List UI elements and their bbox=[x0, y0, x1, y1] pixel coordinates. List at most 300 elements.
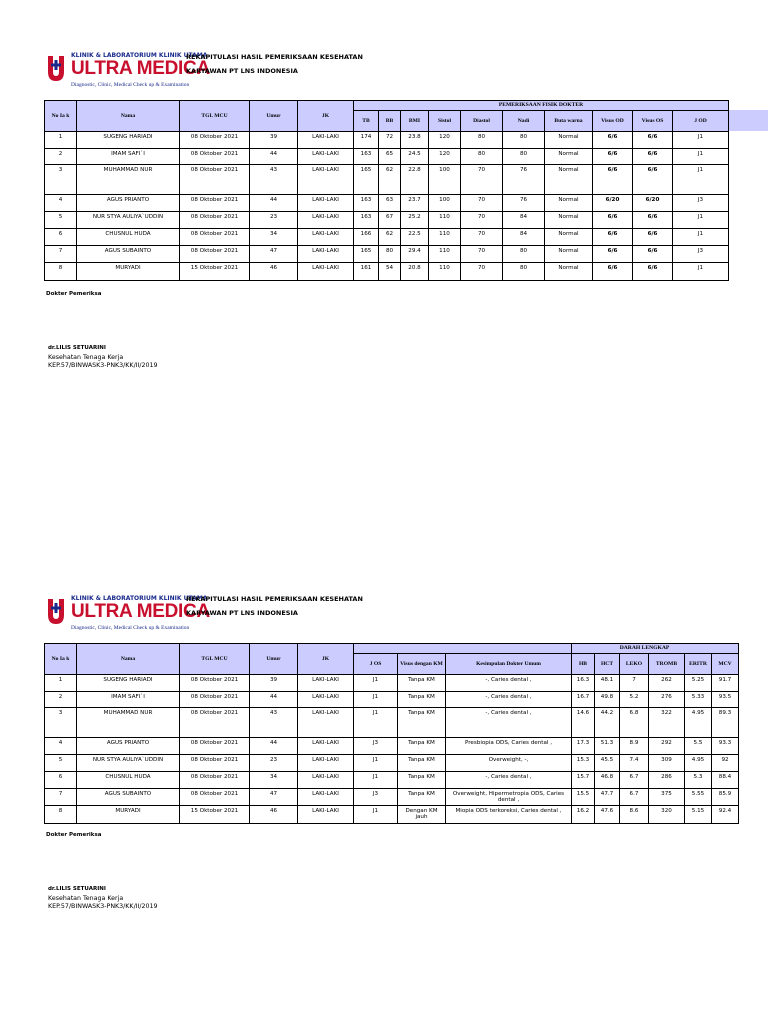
blood-cell: 44.2 bbox=[595, 708, 620, 738]
physical-cell: 76 bbox=[503, 165, 545, 195]
group-pemeriksaan-fisik: PEMERIKSAAN FISIK DOKTER bbox=[354, 101, 729, 111]
blood-cell: LAKI-LAKI bbox=[298, 806, 354, 824]
physical-cell: Normal bbox=[545, 229, 593, 246]
physical-cell: 110 bbox=[429, 229, 461, 246]
blood-cell: 93.3 bbox=[712, 738, 739, 755]
signature-block bbox=[48, 291, 158, 369]
physical-cell: 163 bbox=[354, 195, 379, 212]
physical-cell: J1 bbox=[673, 229, 729, 246]
blood-cell: J3 bbox=[354, 738, 398, 755]
physical-cell: J1 bbox=[673, 263, 729, 281]
physical-cell: 80 bbox=[503, 263, 545, 281]
physical-row bbox=[45, 132, 729, 149]
clinic-logo-mark-icon bbox=[44, 54, 68, 84]
doctor-title: Kesehatan Tenaga Kerja bbox=[48, 895, 124, 902]
blood-cell: 91.7 bbox=[712, 675, 739, 692]
physical-cell: 70 bbox=[461, 263, 503, 281]
blood-cell: 08 Oktober 2021 bbox=[180, 755, 250, 772]
blood-cell: LAKI-LAKI bbox=[298, 755, 354, 772]
physical-cell: 1 bbox=[45, 132, 77, 149]
blood-cell: 93.5 bbox=[712, 692, 739, 708]
physical-cell: 70 bbox=[461, 229, 503, 246]
physical-cell: 2 bbox=[45, 149, 77, 165]
physical-cell: J1 bbox=[673, 149, 729, 165]
physical-row bbox=[45, 212, 729, 229]
blood-cell: Tanpa KM bbox=[398, 789, 446, 806]
physical-cell: J1 bbox=[673, 212, 729, 229]
physical-cell: IMAM SAFI`I bbox=[77, 149, 180, 165]
col-buta-warna: Buta warna bbox=[545, 111, 593, 132]
physical-cell: 6/6 bbox=[633, 149, 673, 165]
blood-cell: 5.15 bbox=[685, 806, 712, 824]
blood-cell: 322 bbox=[649, 708, 685, 738]
physical-row bbox=[45, 195, 729, 212]
blood-cell: 3 bbox=[45, 708, 77, 738]
physical-cell: 08 Oktober 2021 bbox=[180, 246, 250, 263]
blood-cell: J1 bbox=[354, 692, 398, 708]
physical-row bbox=[45, 149, 729, 165]
physical-cell: 8 bbox=[45, 263, 77, 281]
physical-cell: 80 bbox=[503, 246, 545, 263]
blood-cell: 6.8 bbox=[620, 708, 649, 738]
logo-line2: Diagnostic, Clinic, Medical Check up & Examination bbox=[71, 625, 190, 631]
physical-cell: Normal bbox=[545, 212, 593, 229]
signature-label: Dokter Pemeriksa bbox=[46, 832, 102, 838]
blood-cell: Dengan KM jauh bbox=[398, 806, 446, 824]
physical-cell: 100 bbox=[429, 195, 461, 212]
group-darah-lengkap: DARAH LENGKAP bbox=[572, 644, 739, 654]
logo-line1: KLINIK & LABORATORIUM KLINIK UTAMA bbox=[71, 595, 208, 602]
physical-cell: 6/6 bbox=[633, 263, 673, 281]
blood-cell: 1 bbox=[45, 675, 77, 692]
physical-cell: 24.5 bbox=[401, 149, 429, 165]
blood-cell: 08 Oktober 2021 bbox=[180, 675, 250, 692]
physical-cell: AGUS PRIANTO bbox=[77, 195, 180, 212]
physical-cell: J3 bbox=[673, 195, 729, 212]
blood-cell: 92 bbox=[712, 755, 739, 772]
physical-cell: 6 bbox=[45, 229, 77, 246]
physical-cell: 4 bbox=[45, 195, 77, 212]
report-subtitle: KARYAWAN PT LNS INDONESIA bbox=[186, 67, 298, 75]
physical-cell: 15 Oktober 2021 bbox=[180, 263, 250, 281]
blood-cell: 15.5 bbox=[572, 789, 595, 806]
blood-test-table bbox=[44, 643, 739, 824]
blood-cell: -, Caries dental , bbox=[446, 675, 572, 692]
report-title-2: REKAPITULASI HASIL PEMERIKSAAN KESEHATAN bbox=[186, 595, 363, 603]
blood-row bbox=[45, 708, 739, 738]
blood-cell: MURYADI bbox=[77, 806, 180, 824]
physical-cell: 08 Oktober 2021 bbox=[180, 229, 250, 246]
physical-cell: Normal bbox=[545, 263, 593, 281]
blood-cell: LAKI-LAKI bbox=[298, 675, 354, 692]
physical-cell: 6/20 bbox=[593, 195, 633, 212]
physical-cell: J1 bbox=[673, 165, 729, 195]
blood-cell: 15.3 bbox=[572, 755, 595, 772]
blood-cell: MUHAMMAD NUR bbox=[77, 708, 180, 738]
physical-cell: LAKI-LAKI bbox=[298, 165, 354, 195]
blood-cell: 08 Oktober 2021 bbox=[180, 708, 250, 738]
blood-cell: 6.7 bbox=[620, 772, 649, 789]
blood-cell: 7 bbox=[620, 675, 649, 692]
blood-cell: 47 bbox=[250, 789, 298, 806]
physical-cell: LAKI-LAKI bbox=[298, 246, 354, 263]
physical-cell: 6/6 bbox=[593, 212, 633, 229]
clinic-logo-mark-icon bbox=[44, 597, 68, 627]
blood-cell: IMAM SAFI`I bbox=[77, 692, 180, 708]
physical-cell: 110 bbox=[429, 212, 461, 229]
col-tromb: TROMB bbox=[649, 654, 685, 675]
blood-cell: 88.4 bbox=[712, 772, 739, 789]
col-eritr: ERITR bbox=[685, 654, 712, 675]
blood-cell: J1 bbox=[354, 806, 398, 824]
blood-cell: 34 bbox=[250, 772, 298, 789]
physical-cell: 80 bbox=[461, 149, 503, 165]
blood-cell: LAKI-LAKI bbox=[298, 708, 354, 738]
blood-cell: 39 bbox=[250, 675, 298, 692]
blood-cell: 16.7 bbox=[572, 692, 595, 708]
col-visus-od: Visus OD bbox=[593, 111, 633, 132]
physical-cell: 110 bbox=[429, 246, 461, 263]
col-nama: Nama bbox=[77, 644, 180, 675]
doctor-license: KEP.57/BINWASK3-PNK3/KK/II/2019 bbox=[48, 362, 158, 369]
blood-row bbox=[45, 675, 739, 692]
blood-cell: J1 bbox=[354, 772, 398, 789]
physical-cell: LAKI-LAKI bbox=[298, 149, 354, 165]
physical-cell: SUGENG HARIADI bbox=[77, 132, 180, 149]
logo-brand: ULTRA MEDICA bbox=[71, 58, 210, 79]
physical-cell: Normal bbox=[545, 246, 593, 263]
col-no: No Ia k bbox=[45, 101, 77, 132]
physical-cell: 22.8 bbox=[401, 165, 429, 195]
physical-cell: 54 bbox=[379, 263, 401, 281]
physical-row bbox=[45, 246, 729, 263]
physical-cell: MUHAMMAD NUR bbox=[77, 165, 180, 195]
physical-cell: 72 bbox=[379, 132, 401, 149]
physical-cell: 6/6 bbox=[593, 165, 633, 195]
physical-cell: LAKI-LAKI bbox=[298, 229, 354, 246]
physical-cell: 62 bbox=[379, 165, 401, 195]
physical-cell: J3 bbox=[673, 246, 729, 263]
blood-cell: 4.95 bbox=[685, 755, 712, 772]
blood-cell: -, Caries dental , bbox=[446, 708, 572, 738]
physical-cell: 7 bbox=[45, 246, 77, 263]
blood-cell: 45.5 bbox=[595, 755, 620, 772]
physical-cell: 44 bbox=[250, 149, 298, 165]
logo-line1: KLINIK & LABORATORIUM KLINIK UTAMA bbox=[71, 52, 208, 59]
blood-cell: Miopia ODS terkoreksi, Caries dental , bbox=[446, 806, 572, 824]
blood-cell: LAKI-LAKI bbox=[298, 692, 354, 708]
physical-cell: LAKI-LAKI bbox=[298, 132, 354, 149]
doctor-name: dr.LILIS SETUARINI bbox=[48, 886, 106, 892]
blood-cell: J1 bbox=[354, 675, 398, 692]
physical-row bbox=[45, 229, 729, 246]
blood-cell: 8 bbox=[45, 806, 77, 824]
physical-cell: 25.2 bbox=[401, 212, 429, 229]
blood-cell: 15 Oktober 2021 bbox=[180, 806, 250, 824]
blood-cell: Tanpa KM bbox=[398, 755, 446, 772]
blood-cell: 48.1 bbox=[595, 675, 620, 692]
blood-cell: Tanpa KM bbox=[398, 772, 446, 789]
physical-cell: 100 bbox=[429, 165, 461, 195]
physical-cell: AGUS SUBAINTO bbox=[77, 246, 180, 263]
col-jk: JK bbox=[298, 644, 354, 675]
col-bmi: BMI bbox=[401, 111, 429, 132]
doctor-license: KEP.57/BINWASK3-PNK3/KK/II/2019 bbox=[48, 903, 158, 910]
physical-cell: 3 bbox=[45, 165, 77, 195]
physical-cell: 43 bbox=[250, 165, 298, 195]
blood-cell: 16.3 bbox=[572, 675, 595, 692]
col-sistol: Sistol bbox=[429, 111, 461, 132]
physical-cell: LAKI-LAKI bbox=[298, 263, 354, 281]
blood-cell: 286 bbox=[649, 772, 685, 789]
col-hct: HCT bbox=[595, 654, 620, 675]
physical-cell: NUR STYA AULIYA`UDDIN bbox=[77, 212, 180, 229]
blood-cell: 262 bbox=[649, 675, 685, 692]
physical-cell: 84 bbox=[503, 212, 545, 229]
col-diastol: Diastol bbox=[461, 111, 503, 132]
blood-row bbox=[45, 738, 739, 755]
blood-cell: AGUS SUBAINTO bbox=[77, 789, 180, 806]
report-subtitle-2: KARYAWAN PT LNS INDONESIA bbox=[186, 609, 298, 617]
group-blank bbox=[354, 644, 572, 654]
physical-cell: Normal bbox=[545, 149, 593, 165]
blood-cell: 4 bbox=[45, 738, 77, 755]
physical-cell: 174 bbox=[354, 132, 379, 149]
blood-row bbox=[45, 692, 739, 708]
blood-row bbox=[45, 755, 739, 772]
blood-cell: 43 bbox=[250, 708, 298, 738]
physical-cell: 29.4 bbox=[401, 246, 429, 263]
physical-cell: 120 bbox=[429, 132, 461, 149]
blood-cell: LAKI-LAKI bbox=[298, 772, 354, 789]
blood-cell: 6 bbox=[45, 772, 77, 789]
physical-cell: 6/6 bbox=[593, 246, 633, 263]
physical-cell: 165 bbox=[354, 165, 379, 195]
physical-cell: 6/20 bbox=[633, 195, 673, 212]
physical-cell: 08 Oktober 2021 bbox=[180, 149, 250, 165]
blood-cell: J1 bbox=[354, 708, 398, 738]
blood-cell: 08 Oktober 2021 bbox=[180, 772, 250, 789]
col-leko: LEKO bbox=[620, 654, 649, 675]
blood-cell: 8.6 bbox=[620, 806, 649, 824]
blood-cell: 51.3 bbox=[595, 738, 620, 755]
physical-cell: CHUSNUL HUDA bbox=[77, 229, 180, 246]
header-extra-fill bbox=[726, 110, 768, 131]
physical-cell: 08 Oktober 2021 bbox=[180, 212, 250, 229]
blood-row bbox=[45, 806, 739, 824]
blood-cell: 5.5 bbox=[685, 738, 712, 755]
physical-cell: 08 Oktober 2021 bbox=[180, 132, 250, 149]
col-j-od: J OD bbox=[673, 111, 729, 132]
physical-cell: 6/6 bbox=[593, 229, 633, 246]
blood-cell: 85.9 bbox=[712, 789, 739, 806]
blood-cell: 89.3 bbox=[712, 708, 739, 738]
physical-cell: 166 bbox=[354, 229, 379, 246]
physical-cell: 47 bbox=[250, 246, 298, 263]
blood-cell: 8.9 bbox=[620, 738, 649, 755]
physical-cell: 80 bbox=[503, 149, 545, 165]
blood-cell: 44 bbox=[250, 692, 298, 708]
logo-line2: Diagnostic, Clinic, Medical Check up & Examination bbox=[71, 82, 190, 88]
col-hb: HB bbox=[572, 654, 595, 675]
physical-row bbox=[45, 263, 729, 281]
physical-cell: 46 bbox=[250, 263, 298, 281]
physical-cell: 76 bbox=[503, 195, 545, 212]
col-umur: Umur bbox=[250, 644, 298, 675]
blood-row bbox=[45, 772, 739, 789]
physical-cell: 70 bbox=[461, 246, 503, 263]
blood-cell: J1 bbox=[354, 755, 398, 772]
col-visus-os: Visus OS bbox=[633, 111, 673, 132]
blood-cell: 292 bbox=[649, 738, 685, 755]
physical-cell: 80 bbox=[461, 132, 503, 149]
physical-cell: 6/6 bbox=[633, 165, 673, 195]
report-title: REKAPITULASI HASIL PEMERIKSAAN KESEHATAN bbox=[186, 53, 363, 61]
blood-cell: Overweight, -, bbox=[446, 755, 572, 772]
physical-cell: 44 bbox=[250, 195, 298, 212]
col-visus-km: Visus dengan KM bbox=[398, 654, 446, 675]
blood-cell: 7.4 bbox=[620, 755, 649, 772]
blood-cell: 08 Oktober 2021 bbox=[180, 692, 250, 708]
physical-row bbox=[45, 165, 729, 195]
physical-cell: 161 bbox=[354, 263, 379, 281]
blood-cell: 320 bbox=[649, 806, 685, 824]
physical-cell: 22.5 bbox=[401, 229, 429, 246]
col-mcv: MCV bbox=[712, 654, 739, 675]
blood-cell: 15.7 bbox=[572, 772, 595, 789]
blood-cell: 276 bbox=[649, 692, 685, 708]
physical-cell: 65 bbox=[379, 149, 401, 165]
physical-cell: 120 bbox=[429, 149, 461, 165]
signature-label: Dokter Pemeriksa bbox=[46, 291, 102, 297]
blood-cell: 375 bbox=[649, 789, 685, 806]
physical-cell: 23 bbox=[250, 212, 298, 229]
blood-cell: 6.7 bbox=[620, 789, 649, 806]
physical-cell: 08 Oktober 2021 bbox=[180, 165, 250, 195]
physical-cell: 163 bbox=[354, 212, 379, 229]
col-tgl: TGL MCU bbox=[180, 101, 250, 132]
blood-cell: 5 bbox=[45, 755, 77, 772]
blood-cell: 5.33 bbox=[685, 692, 712, 708]
blood-cell: AGUS PRIANTO bbox=[77, 738, 180, 755]
physical-cell: LAKI-LAKI bbox=[298, 212, 354, 229]
physical-cell: 80 bbox=[379, 246, 401, 263]
col-bb: BB bbox=[379, 111, 401, 132]
blood-cell: 5.3 bbox=[685, 772, 712, 789]
physical-cell: J1 bbox=[673, 132, 729, 149]
col-nama: Nama bbox=[77, 101, 180, 132]
physical-cell: 20.8 bbox=[401, 263, 429, 281]
blood-cell: LAKI-LAKI bbox=[298, 789, 354, 806]
blood-cell: Overweight, Hipermetropia ODS, Caries dental , bbox=[446, 789, 572, 806]
physical-cell: MURYADI bbox=[77, 263, 180, 281]
blood-cell: 2 bbox=[45, 692, 77, 708]
blood-cell: SUGENG HARIADI bbox=[77, 675, 180, 692]
blood-cell: 309 bbox=[649, 755, 685, 772]
logo-brand: ULTRA MEDICA bbox=[71, 601, 210, 622]
col-tb: TB bbox=[354, 111, 379, 132]
col-no: No Ia k bbox=[45, 644, 77, 675]
blood-cell: 4.95 bbox=[685, 708, 712, 738]
physical-cell: 80 bbox=[503, 132, 545, 149]
signature-block-2 bbox=[48, 832, 158, 910]
blood-cell: 92.4 bbox=[712, 806, 739, 824]
blood-cell: 5.25 bbox=[685, 675, 712, 692]
physical-cell: 70 bbox=[461, 212, 503, 229]
blood-cell: -, Caries dental , bbox=[446, 772, 572, 789]
blood-cell: J3 bbox=[354, 789, 398, 806]
physical-cell: 34 bbox=[250, 229, 298, 246]
blood-cell: 46.8 bbox=[595, 772, 620, 789]
physical-cell: 6/6 bbox=[633, 246, 673, 263]
blood-cell: 47.7 bbox=[595, 789, 620, 806]
physical-cell: 70 bbox=[461, 165, 503, 195]
blood-cell: 08 Oktober 2021 bbox=[180, 789, 250, 806]
blood-cell: Tanpa KM bbox=[398, 738, 446, 755]
blood-cell: 49.8 bbox=[595, 692, 620, 708]
doctor-title: Kesehatan Tenaga Kerja bbox=[48, 354, 124, 361]
physical-cell: 08 Oktober 2021 bbox=[180, 195, 250, 212]
physical-cell: 5 bbox=[45, 212, 77, 229]
blood-cell: 7 bbox=[45, 789, 77, 806]
blood-cell: CHUSNUL HUDA bbox=[77, 772, 180, 789]
physical-cell: 6/6 bbox=[593, 149, 633, 165]
physical-cell: 67 bbox=[379, 212, 401, 229]
clinic-logo-2 bbox=[44, 595, 210, 637]
blood-cell: 14.6 bbox=[572, 708, 595, 738]
physical-cell: 62 bbox=[379, 229, 401, 246]
physical-cell: 163 bbox=[354, 149, 379, 165]
physical-cell: 70 bbox=[461, 195, 503, 212]
col-umur: Umur bbox=[250, 101, 298, 132]
blood-cell: Tanpa KM bbox=[398, 675, 446, 692]
physical-cell: 6/6 bbox=[633, 212, 673, 229]
blood-row bbox=[45, 789, 739, 806]
blood-cell: 08 Oktober 2021 bbox=[180, 738, 250, 755]
blood-cell: 5.2 bbox=[620, 692, 649, 708]
physical-cell: 23.8 bbox=[401, 132, 429, 149]
blood-cell: 23 bbox=[250, 755, 298, 772]
physical-cell: 23.7 bbox=[401, 195, 429, 212]
col-tgl: TGL MCU bbox=[180, 644, 250, 675]
physical-cell: 6/6 bbox=[593, 132, 633, 149]
blood-cell: -, Caries dental , bbox=[446, 692, 572, 708]
physical-cell: 63 bbox=[379, 195, 401, 212]
physical-cell: 6/6 bbox=[593, 263, 633, 281]
blood-cell: Presbiopia ODS, Caries dental , bbox=[446, 738, 572, 755]
blood-cell: 44 bbox=[250, 738, 298, 755]
blood-cell: Tanpa KM bbox=[398, 692, 446, 708]
col-j-os: J OS bbox=[354, 654, 398, 675]
physical-cell: Normal bbox=[545, 165, 593, 195]
physical-cell: Normal bbox=[545, 195, 593, 212]
physical-cell: 84 bbox=[503, 229, 545, 246]
col-kesimpulan: Kesimpulan Dokter Umum bbox=[446, 654, 572, 675]
blood-cell: 5.55 bbox=[685, 789, 712, 806]
col-nadi: Nadi bbox=[503, 111, 545, 132]
physical-cell: Normal bbox=[545, 132, 593, 149]
blood-cell: 47.6 bbox=[595, 806, 620, 824]
blood-cell: LAKI-LAKI bbox=[298, 738, 354, 755]
doctor-name: dr.LILIS SETUARINI bbox=[48, 345, 106, 351]
clinic-logo bbox=[44, 52, 210, 94]
blood-cell: 16.2 bbox=[572, 806, 595, 824]
col-jk: JK bbox=[298, 101, 354, 132]
physical-cell: LAKI-LAKI bbox=[298, 195, 354, 212]
physical-cell: 39 bbox=[250, 132, 298, 149]
physical-cell: 110 bbox=[429, 263, 461, 281]
physical-exam-table bbox=[44, 100, 729, 281]
